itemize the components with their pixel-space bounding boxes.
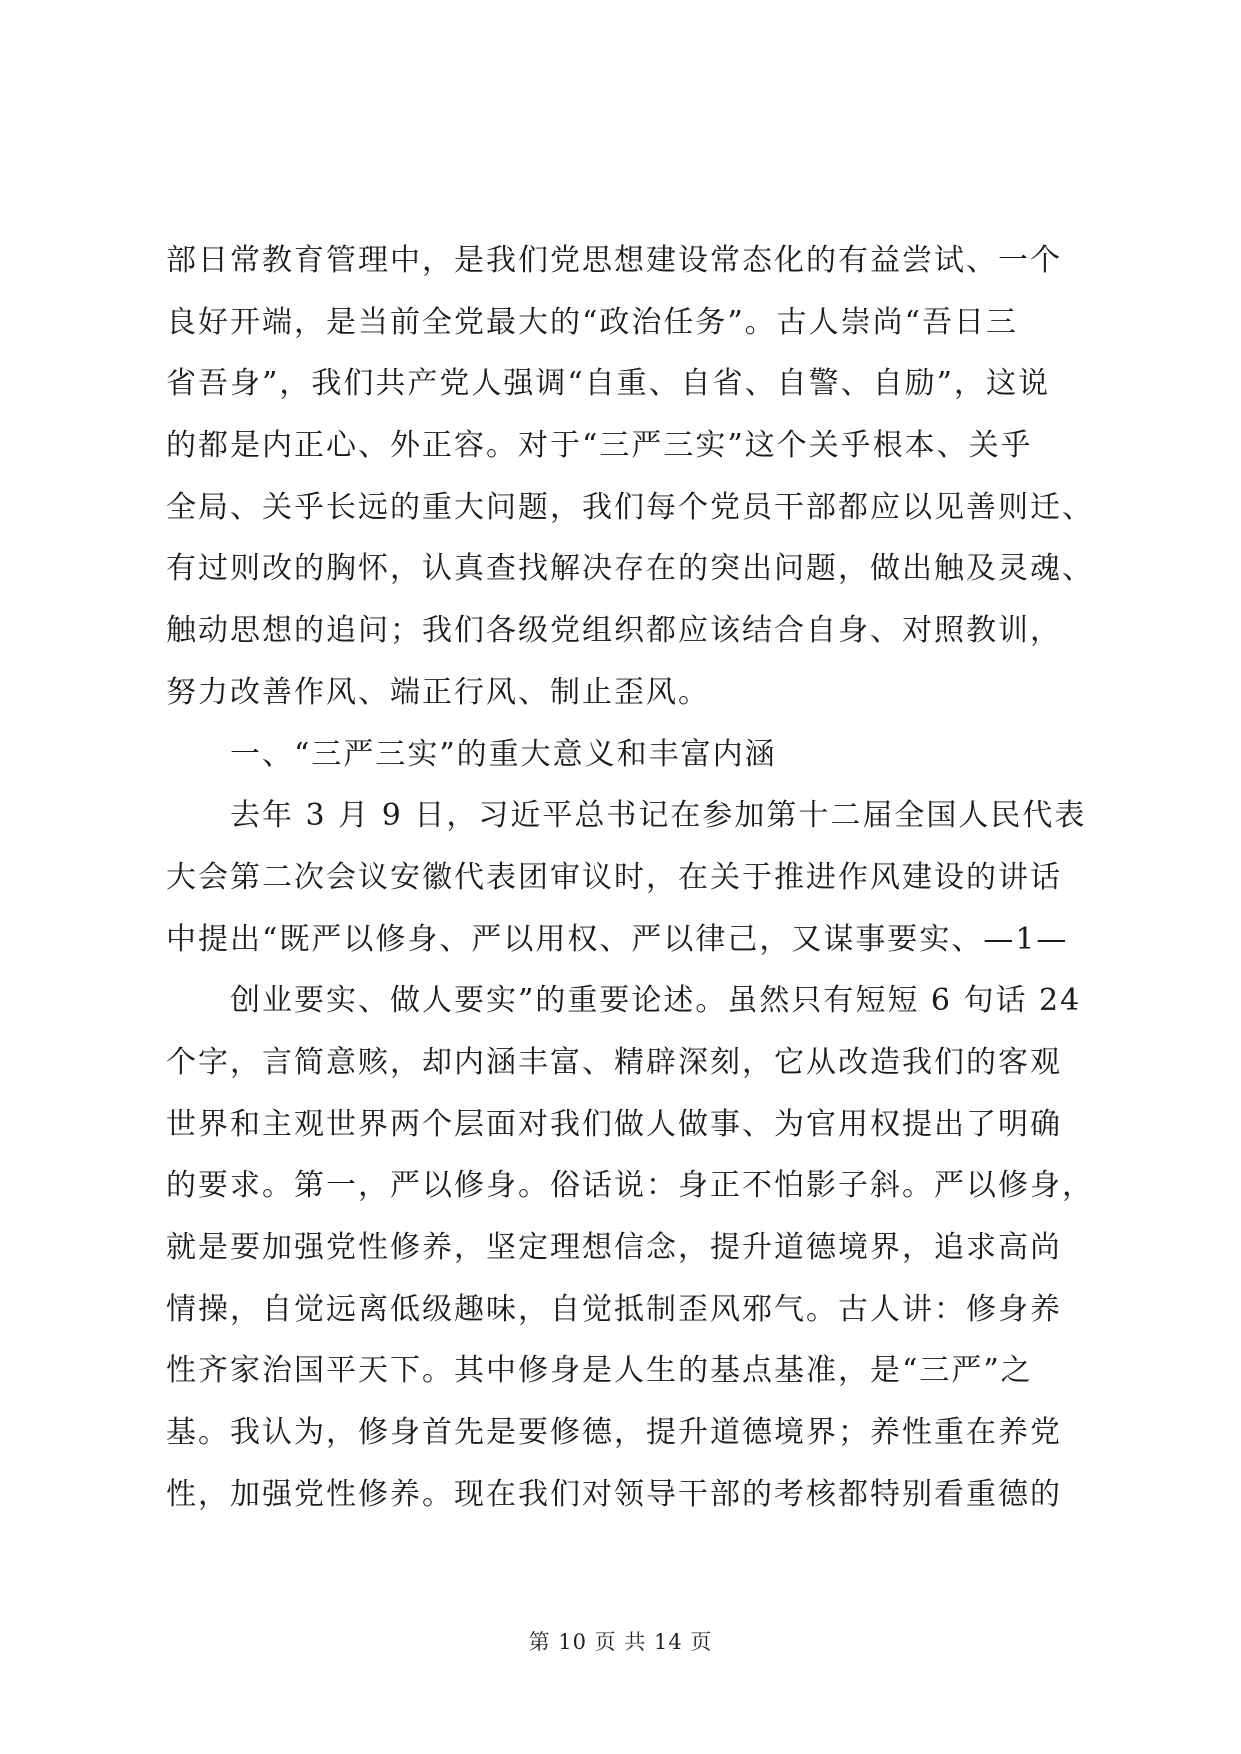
text-line-1: 部日常教育管理中，是我们党思想建设常态化的有益尝试、一个 <box>166 243 1062 278</box>
text-line-21: 性，加强党性修养。现在我们对领导干部的考核都特别看重德的 <box>166 1476 1062 1512</box>
text-line-8: 努力改善作风、端正行风、制止歪风。 <box>166 674 710 710</box>
text-line-15: 世界和主观世界两个层面对我们做人做事、为官用权提出了明确 <box>166 1106 1062 1142</box>
body-text <box>166 230 1096 1525</box>
text-line-18: 情操，自觉远离低级趣味，自觉抵制歪风邪气。古人讲：修身养 <box>166 1291 1062 1327</box>
text-line-17: 就是要加强党性修养，坚定理想信念，提升道德境界，追求高尚 <box>166 1230 1062 1265</box>
text-line-4: 的都是内正心、外正容。对于“三严三实”这个关乎根本、关乎 <box>166 428 1033 464</box>
page-number-label: 第 10 页 共 14 页 <box>528 1630 713 1654</box>
text-line-5: 全局、关乎长远的重大问题，我们每个党员干部都应以见善则迁、 <box>166 489 1094 525</box>
text-line-12: 中提出“既严以修身、严以用权、严以律己，又谋事要实、—1— <box>166 921 1069 957</box>
text-line-16: 的要求。第一，严以修身。俗话说：身正不怕影子斜。严以修身， <box>166 1168 1094 1204</box>
text-line-3: 省吾身”，我们共产党人强调“自重、自省、自警、自励”，这说 <box>166 366 1051 402</box>
text-line-13: 创业要实、做人要实”的重要论述。虽然只有短短 6 句话 24 <box>230 983 1082 1019</box>
text-line-14: 个字，言简意赅，却内涵丰富、精辟深刻，它从改造我们的客观 <box>166 1044 1062 1080</box>
text-line-2: 良好开端，是当前全党最大的“政治任务”。古人崇尚“吾日三 <box>166 304 1019 340</box>
text-line-10: 去年 3 月 9 日，习近平总书记在参加第十二届全国人民代表 <box>230 798 1087 834</box>
text-line-7: 触动思想的追问；我们各级党组织都应该结合自身、对照教训， <box>166 613 1062 649</box>
page-footer <box>0 1626 1241 1656</box>
text-line-11: 大会第二次会议安徽代表团审议时，在关于推进作风建设的讲话 <box>166 859 1062 895</box>
text-line-19: 性齐家治国平天下。其中修身是人生的基点基准，是“三严”之 <box>166 1353 1033 1389</box>
text-line-20: 基。我认为，修身首先是要修德，提升道德境界；养性重在养党 <box>166 1415 1062 1451</box>
section-heading: 一、“三严三实”的重大意义和丰富内涵 <box>230 736 777 772</box>
text-line-6: 有过则改的胸怀，认真查找解决存在的突出问题，做出触及灵魂、 <box>166 551 1094 587</box>
